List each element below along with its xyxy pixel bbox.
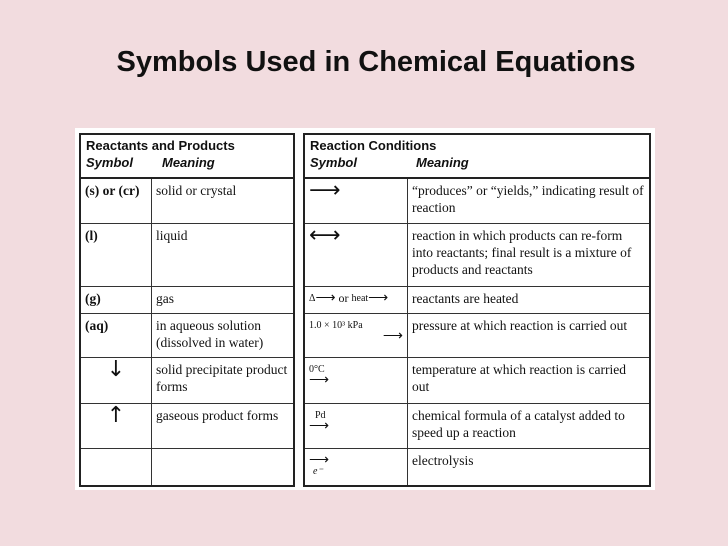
electrolysis-symbol [304,448,408,486]
table-row [304,403,650,448]
delta-label: Δ [309,292,316,304]
heat-label: heat [351,292,369,304]
arrow-icon: ⟶ [309,418,330,434]
right-col-symbol-label: Symbol [310,155,357,170]
table-row [304,286,650,313]
catalyst-symbol [304,403,408,448]
right-table-heading: Reaction Conditions [310,138,437,153]
reaction-conditions-table [303,133,651,487]
meaning-cell: liquid [152,223,295,286]
symbol-liquid: (l) [80,223,152,286]
arrow-icon: ⟶ [309,452,330,468]
right-table-header [304,134,650,178]
meaning-cell: “produces” or “yields,” indicating result of reaction [408,178,651,223]
symbol-aqueous: (aq) [80,313,152,357]
meaning-cell: electrolysis [408,448,651,486]
meaning-cell: in aqueous solution (dissolved in water) [152,313,295,357]
table-row [304,223,650,286]
right-col-meaning-label: Meaning [416,155,469,170]
meaning-cell: pressure at which reaction is carried out [408,313,651,357]
table-row [80,357,294,403]
symbol-solid: (s) or (cr) [80,178,152,223]
reactants-products-table [79,133,295,487]
symbol-gas: (g) [80,286,152,313]
meaning-cell: chemical formula of a catalyst added to speed up a reaction [408,403,651,448]
arrow-icon: ⟶ [382,328,403,344]
or-label: or [338,290,349,305]
meaning-cell: solid or crystal [152,178,295,223]
symbols-figure [75,128,655,490]
table-row [80,313,294,357]
table-row [80,178,294,223]
electron-label: e⁻ [313,465,323,477]
down-arrow-icon: ↓ [80,357,152,403]
table-row [80,286,294,313]
arrow-icon: ⟶ [309,372,330,388]
pressure-symbol [304,313,408,357]
meaning-cell: reactants are heated [408,286,651,313]
page-title: Symbols Used in Chemical Equations [116,46,636,78]
meaning-cell: gaseous product forms [152,403,295,448]
table-row [304,448,650,486]
left-table-header [80,134,294,178]
meaning-cell: solid precipitate product forms [152,357,295,403]
meaning-cell: gas [152,286,295,313]
table-row [80,403,294,448]
table-row [304,313,650,357]
table-row [80,448,294,486]
left-table-heading: Reactants and Products [86,138,235,153]
empty-cell [80,448,152,486]
heat-symbol: $^\Delta$⟶ or $^{heat}$⟶ [304,286,408,313]
pressure-label: 1.0 × 10³ kPa [309,319,363,331]
catalyst-label: Pd [315,409,326,421]
temperature-label: 0°C [309,363,325,375]
equilibrium-arrow-icon: ⟷ [304,223,408,286]
meaning-cell: reaction in which products can re-form into reactants; final result is a mixture of products and reactants [408,223,651,286]
temperature-symbol [304,357,408,403]
up-arrow-icon: ↑ [80,403,152,448]
yields-arrow-icon: ⟶ [304,178,408,223]
table-row [80,223,294,286]
table-row [304,357,650,403]
empty-cell [152,448,295,486]
meaning-cell: temperature at which reaction is carried out [408,357,651,403]
left-col-symbol-label: Symbol [86,155,133,170]
table-row [304,178,650,223]
left-col-meaning-label: Meaning [162,155,215,170]
